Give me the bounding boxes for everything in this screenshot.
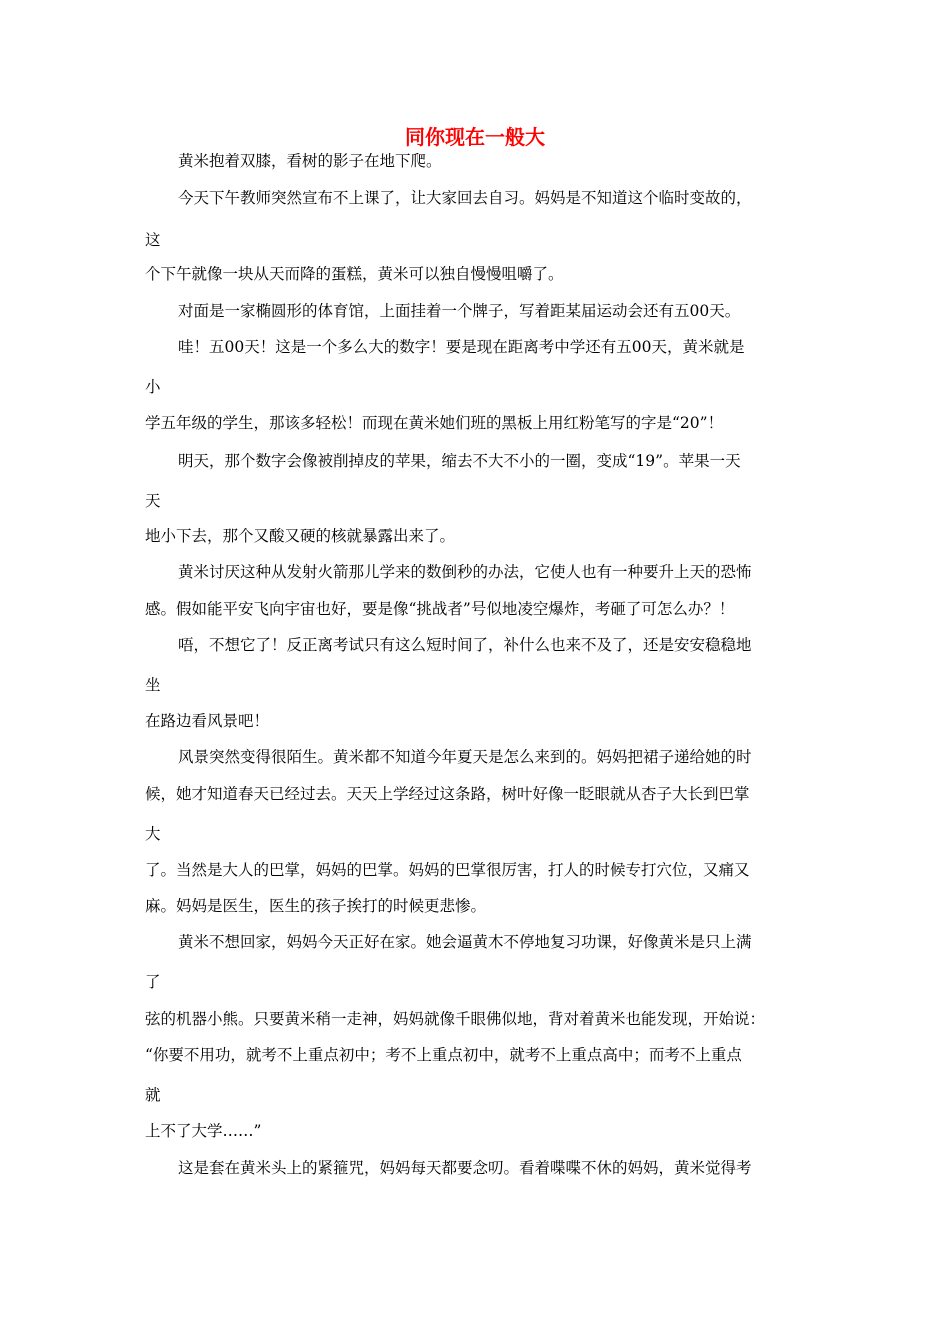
text-line: 小 [145,378,161,396]
text-line: 风景突然变得很陌生。黄米都不知道今年夏天是怎么来到的。妈妈把裙子递给她的时 [178,748,752,766]
text-line: 这 [145,231,161,249]
text-line: 黄米讨厌这种从发射火箭那儿学来的数倒秒的办法，它使人也有一种要升上天的恐怖 [178,563,752,581]
text-line: 学五年级的学生，那该多轻松！而现在黄米她们班的黑板上用红粉笔写的字是“20”！ [145,414,724,432]
text-line: “你要不用功，就考不上重点初中；考不上重点初中，就考不上重点高中；而考不上重点 [145,1046,742,1064]
text-line: 对面是一家椭圆形的体育馆，上面挂着一个牌子，写着距某届运动会还有五00天。 [178,302,741,320]
text-line: 天 [145,492,161,510]
text-line: 坐 [145,676,161,694]
text-line: 地小下去，那个又酸又硬的核就暴露出来了。 [145,527,456,545]
text-line: 感。假如能平安飞向宇宙也好，要是像“挑战者”号似地凌空爆炸，考砸了可怎么办？！ [145,600,735,618]
text-line: 上不了大学……” [145,1122,262,1140]
text-line: 在路边看风景吧！ [145,712,270,730]
text-line: 麻。妈妈是医生，医生的孩子挨打的时候更悲惨。 [145,897,487,915]
text-line: 候，她才知道春天已经过去。天天上学经过这条路，树叶好像一眨眼就从杏子大长到巴掌 [145,785,750,803]
text-line: 了。当然是大人的巴掌，妈妈的巴掌。妈妈的巴掌很厉害，打人的时候专打穴位，又痛又 [145,861,750,879]
text-line: 就 [145,1086,161,1104]
text-line: 黄米抱着双膝，看树的影子在地下爬。 [178,152,442,170]
text-line: 个下午就像一块从天而降的蛋糕，黄米可以独自慢慢咀嚼了。 [145,265,564,283]
text-line: 明天，那个数字会像被削掉皮的苹果，缩去不大不小的一圈，变成“19”。苹果一天 [178,452,741,470]
text-line: 了 [145,973,161,991]
text-line: 今天下午教师突然宣布不上课了，让大家回去自习。妈妈是不知道这个临时变故的， [178,189,752,207]
text-line: 大 [145,825,161,843]
page-title: 同你现在一般大 [405,125,545,149]
text-line: 黄米不想回家，妈妈今天正好在家。她会逼黄木不停地复习功课，好像黄米是只上满 [178,933,752,951]
text-line: 哇！五00天！这是一个多么大的数字！要是现在距离考中学还有五00天，黄米就是 [178,338,745,356]
text-line: 弦的机器小熊。只要黄米稍一走神，妈妈就像千眼佛似地，背对着黄米也能发现，开始说： [145,1010,766,1028]
text-line: 这是套在黄米头上的紧箍咒，妈妈每天都要念叨。看着喋喋不休的妈妈，黄米觉得考 [178,1159,752,1177]
text-line: 唔，不想它了！反正离考试只有这么短时间了，补什么也来不及了，还是安安稳稳地 [178,636,752,654]
